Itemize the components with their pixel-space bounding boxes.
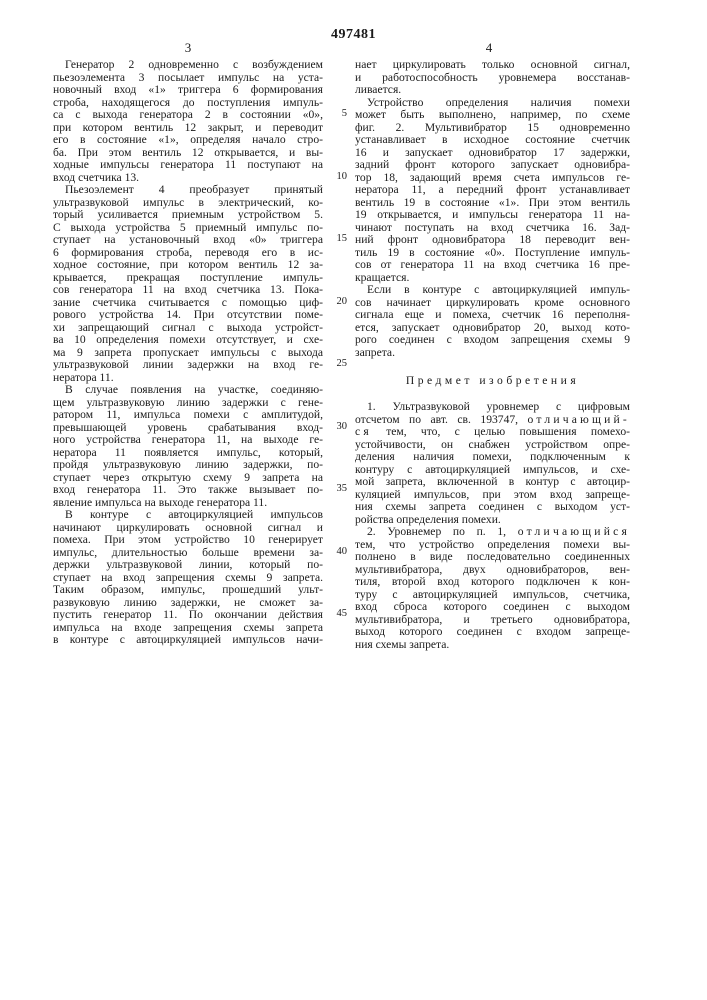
text-line: вентиль 19 в состояние «1». При этом вентиль [355,197,630,210]
text-line: в контуре с автоциркуляцией импульсов начи- [53,634,323,647]
text-line: ний фронт одновибратора 18 переводит вен- [355,234,630,247]
line-marker: 10 [333,171,347,182]
emphasized-text: ся [355,425,372,438]
text-line: 1. Ультразвуковой уровнемер с цифровым [355,401,630,414]
text-line: его в состояние «1», определяя начало стро- [53,134,323,147]
line-marker: 40 [333,546,347,557]
text-line: пройдя ультразвуковую линию задержки, по- [53,459,323,472]
text-line: мой запрета, включенной в контур с автоцир- [355,476,630,489]
text-line: чинают поступать на вход счетчика 16. Зад- [355,222,630,235]
text-line: хи запрещающий сигнал с выхода устройст- [53,322,323,335]
line-marker: 5 [333,108,347,119]
patent-number: 497481 [0,27,707,43]
text-line [355,526,630,539]
emphasized-text: отличающийся [518,525,630,538]
text-line: помеха. При этом устройство 10 генерирует [53,534,323,547]
text-line: при котором вентиль 12 закрыт, и переводит [53,122,323,135]
text-line: ется, запускает одновибратор 20, выход кото- [355,322,630,335]
text-line: сигнала еще и помеха, счетчик 16 переполня- [355,309,630,322]
text-line: сов начинает циркулировать кроме основного [355,297,630,310]
paragraph [355,97,630,285]
text-line: нератора 11 появляется импульс, который, [53,447,323,460]
text-line: 16 и запускает одновибратор 17 задержки, [355,147,630,160]
page-number-left: 3 [178,40,198,56]
page-number-right: 4 [479,40,499,56]
text-line: рового устройства 14. При отсутствии поме- [53,309,323,322]
text-line: ного устройства генератора 11, на выходе ге- [53,434,323,447]
text-line: Генератор 2 одновременно с возбуждением [53,59,323,72]
text-line: тор 18, задающий время счета импульсов ге- [355,172,630,185]
text-line: явление импульса на выходе генератора 11. [53,497,323,510]
text-line: ливается. [355,84,630,97]
text-line: Пьезоэлемент 4 преобразует принятый [53,184,323,197]
left-text-column [53,59,323,647]
text-line: вход сброса которого соединен с выходом [355,601,630,614]
line-marker: 20 [333,296,347,307]
text-line: полнено в виде последовательно соединенных [355,551,630,564]
claim [355,401,630,526]
text-line: нератора 11, а передний фронт устанавливает [355,184,630,197]
text-line: пьезоэлемента 3 посылает импульс на уста- [53,72,323,85]
text-line: мультивибратора, и третьего одновибратора, [355,614,630,627]
text-line: устойчивости, он снабжен устройством опре- [355,439,630,452]
text-line: крывается, прекращая поступление импуль- [53,272,323,285]
text-line: задний фронт которого запускает одновибра- [355,159,630,172]
text-line: ступает на вход запрещения схемы 9 запрета. [53,572,323,585]
text-line: пустить генератор 11. По окончании действия [53,609,323,622]
text-line: 19 открывается, и импульсы генератора 11 на- [355,209,630,222]
text-line: ния схемы запрета. [355,639,630,652]
text-line: вход генератора 11. Это также вызывает по- [53,484,323,497]
text-line: С выхода устройства 5 приемный импульс по- [53,222,323,235]
text-line: нератора 11. [53,372,323,385]
text-line: ма 9 запрета пропускает импульсы с выхода [53,347,323,360]
text-line: В контуре с автоциркуляцией импульсов [53,509,323,522]
text-line: развуковую линию задержки, не сможет за- [53,597,323,610]
text-line: выход которого соединен с входом запреще- [355,626,630,639]
text-line: устанавливает в исходное состояние счетчик [355,134,630,147]
text-line: тиля, второй вход которого подключен к кон- [355,576,630,589]
emphasized-text: отличающий- [528,413,630,426]
text-line: нает циркулировать только основной сигнал, [355,59,630,72]
text-line: сов генератора 11 на вход счетчика 13. Пока- [53,284,323,297]
line-marker: 45 [333,608,347,619]
paragraph [53,59,323,184]
line-marker: 30 [333,421,347,432]
text-segment: тем, что, с целью повышения помехо- [372,425,630,438]
text-line: щем ультразвуковую линию задержки с гене- [53,397,323,410]
text-line: импульс, длительностью больше времени за- [53,547,323,560]
text-line [355,426,630,439]
text-line: В случае появления на участке, соединяю- [53,384,323,397]
text-line: строба, находящегося до поступления импуль- [53,97,323,110]
text-line: ходное состояние, при котором вентиль 12 за- [53,259,323,272]
text-line: тем, что устройство определения помехи вы- [355,539,630,552]
line-marker: 35 [333,483,347,494]
text-line: кращается. [355,272,630,285]
text-segment: 2. Уровнемер по п. 1, [367,525,518,538]
paragraph [53,384,323,509]
text-line: ния схемы запрета соединен с выходом уст- [355,501,630,514]
text-segment: отсчетом по авт. св. 193747, [355,413,528,426]
text-line: ройства определения помехи. [355,514,630,527]
text-line: импульса на входе запрещения схемы запрета [53,622,323,635]
text-line: мультивибратора, двух одновибраторов, вен- [355,564,630,577]
text-line: туру с автоциркуляцией импульсов, счетчика, [355,589,630,602]
text-line: ходные импульсы генератора 11 поступают на [53,159,323,172]
text-line: Таким образом, импульс, прошедший ульт- [53,584,323,597]
paragraph [53,509,323,647]
text-line: превышающей уровень срабатывания вход- [53,422,323,435]
text-line: и работоспособность уровнемера восстанав- [355,72,630,85]
text-line: запрета. [355,347,630,360]
text-line: новочный вход «1» триггера 6 формирования [53,84,323,97]
text-line: ва 10 определения помехи отсутствует, и схе- [53,334,323,347]
claim [355,526,630,651]
text-line: может быть выполнено, например, по схеме [355,109,630,122]
text-line: 6 формирования строба, переводя его в ис- [53,247,323,260]
line-marker: 15 [333,233,347,244]
text-line: вход счетчика 13. [53,172,323,185]
text-line: ба. При этом вентиль 12 открывается, и вы- [53,147,323,160]
text-line: фиг. 2. Мультивибратор 15 одновременно [355,122,630,135]
paragraph [355,284,630,359]
paragraph [355,59,630,97]
text-line: начинают циркулировать основной сигнал и [53,522,323,535]
text-line: са с выхода генератора 2 в состоянии «0», [53,109,323,122]
text-line: тиль 19 в состояние «0». Поступление импуль- [355,247,630,260]
text-line: держки ультразвуковой линии, который по- [53,559,323,572]
text-line: деления наличия помехи, подключенным к [355,451,630,464]
text-line: сов от генератора 11 на вход счетчика 16 пре- [355,259,630,272]
text-line: зание счетчика считывается с помощью циф- [53,297,323,310]
text-line: ступает через открытую схему 9 запрета на [53,472,323,485]
text-line: ультразвуковой линии задержки на вход ге- [53,359,323,372]
text-line: куляцией импульсов, при этом вход запреще- [355,489,630,502]
text-line: рого соединен с входом запрещения схемы 9 [355,334,630,347]
text-line: торый усиливается приемным устройством 5. [53,209,323,222]
claims-heading: Предмет изобретения [355,371,630,391]
text-line: ультразвуковой импульс в электрический, ко- [53,197,323,210]
text-line: контуру с автоциркуляцией импульсов, и схе- [355,464,630,477]
line-marker: 25 [333,358,347,369]
text-line: ступает на установочный вход «0» триггера [53,234,323,247]
text-line: ратором 11, импульса помехи с амплитудой, [53,409,323,422]
text-line: Если в контуре с автоциркуляцией импуль- [355,284,630,297]
right-text-column [355,59,630,651]
paragraph [53,184,323,384]
text-line: Устройство определения наличия помехи [355,97,630,110]
